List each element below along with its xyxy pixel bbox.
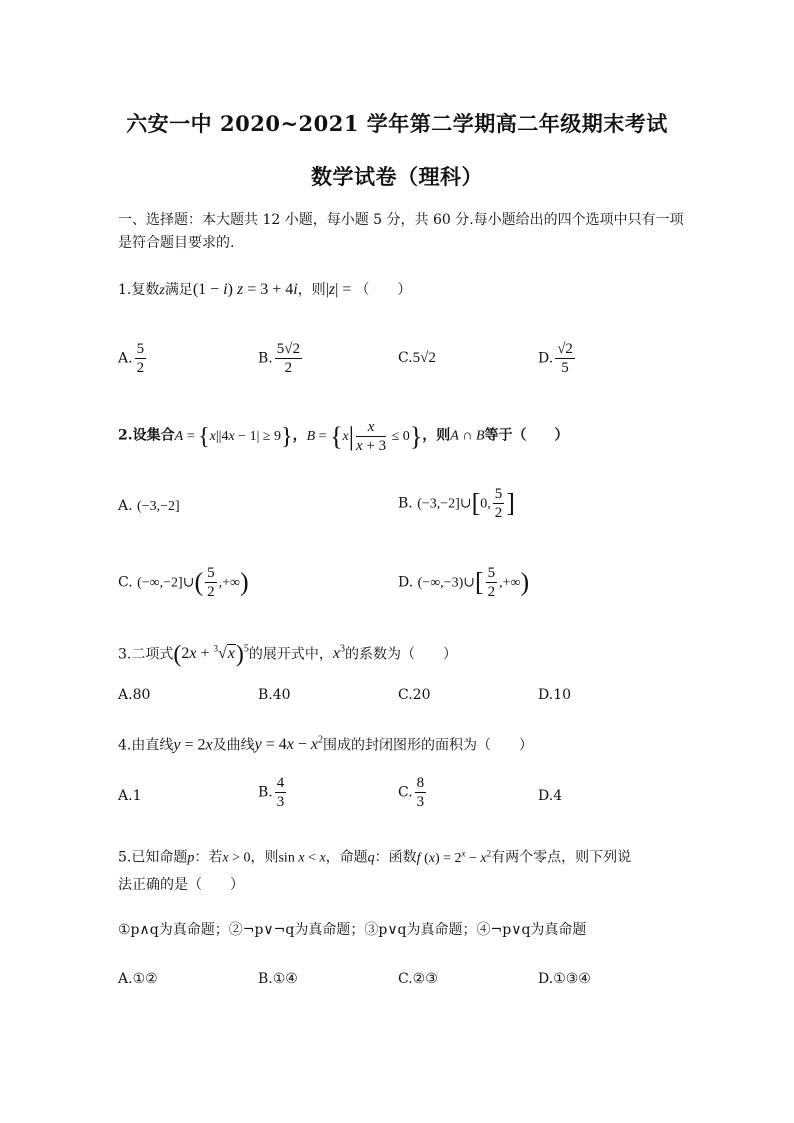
question-2-stem: 2.设集合A = {x||4x − 1| ≥ 9}，B = {x| $\frac{x}{x + 3}$ ≤ 0}，则A ∩ B等于（ ） <box>118 419 569 454</box>
question-5-stem: 5.已知命题p：若x > 0，则sin x < x，命题q：函数f $(x) = 2^x - x^2$有两个零点，则下列说 <box>118 848 632 866</box>
q5-option-d[interactable]: D.①③④ <box>538 971 591 987</box>
exam-title: 六安一中 2020~2021 学年第二学期高二年级期末考试 <box>126 111 668 136</box>
q2-option-c[interactable]: C. (−∞,−2]∪( $\frac{5}{2}$ ,+∞) <box>118 565 249 600</box>
q4-option-b[interactable]: B. $\frac{4}{3}$ <box>258 775 285 810</box>
q3-option-d[interactable]: D.10 <box>538 687 572 703</box>
q1-stem-suffix: ，则 <box>297 282 326 298</box>
section-instruction-line2: 是符合题目要求的. <box>118 235 235 251</box>
question-4-stem: 4.由直线y = 2x及曲线$y = 4x - x^2$围成的封闭图形的面积为（ ） <box>118 735 533 754</box>
q1-option-a[interactable]: A. $\frac{5}{2}$ <box>118 341 145 376</box>
question-1-stem: 1.复数z满足(1 − i) z = 3 + 4i，则|z| = （ ） <box>118 281 412 298</box>
q2-option-a[interactable]: A. (−3,−2] <box>118 498 180 514</box>
q1-stem-mid: 满足 <box>164 282 193 298</box>
q3-option-a[interactable]: A.80 <box>118 687 151 703</box>
q4-option-d[interactable]: D.4 <box>538 788 563 804</box>
section-instruction-line1: 一、选择题：本大题共 12 小题，每小题 5 分，共 60 分.每小题给出的四个选项中只有一项 <box>118 212 684 228</box>
q4-option-c[interactable]: C. $\frac{8}{3}$ <box>398 775 425 810</box>
q2-option-b[interactable]: B. (−3,−2]∪[0, $\frac{5}{2}$ ] <box>398 486 515 521</box>
question-3-stem: 3.二项式$(2x + ^3√x)^5$的展开式中，$x^3$的系数为（ ） <box>118 641 457 668</box>
exam-subtitle: 数学试卷（理科） <box>311 164 483 189</box>
q5-option-c[interactable]: C.②③ <box>398 971 438 987</box>
q2-option-d[interactable]: D. (−∞,−3)∪[ $\frac{5}{2}$ ,+∞) <box>398 565 530 600</box>
question-5-stem-line2: 法正确的是（ ） <box>118 877 244 893</box>
q1-option-b[interactable]: B. $\frac{5√2}{2}$ <box>258 341 300 376</box>
q1-option-c[interactable]: C.5√2 <box>398 350 436 366</box>
q4-option-a[interactable]: A.1 <box>118 788 142 804</box>
q5-option-a[interactable]: A.①② <box>118 971 158 987</box>
question-5-statements: ①p∧q为真命题；②¬p∨¬q为真命题；③p∨q为真命题；④¬p∨q为真命题 <box>118 922 587 938</box>
q1-option-d[interactable]: D. $\frac{√2}{5}$ <box>538 341 573 376</box>
q3-option-b[interactable]: B.40 <box>258 687 291 703</box>
q3-option-c[interactable]: C.20 <box>398 687 431 703</box>
q5-option-b[interactable]: B.①④ <box>258 971 298 987</box>
q1-paren: （ ） <box>355 282 412 298</box>
q1-stem-prefix: 1.复数 <box>118 282 160 298</box>
